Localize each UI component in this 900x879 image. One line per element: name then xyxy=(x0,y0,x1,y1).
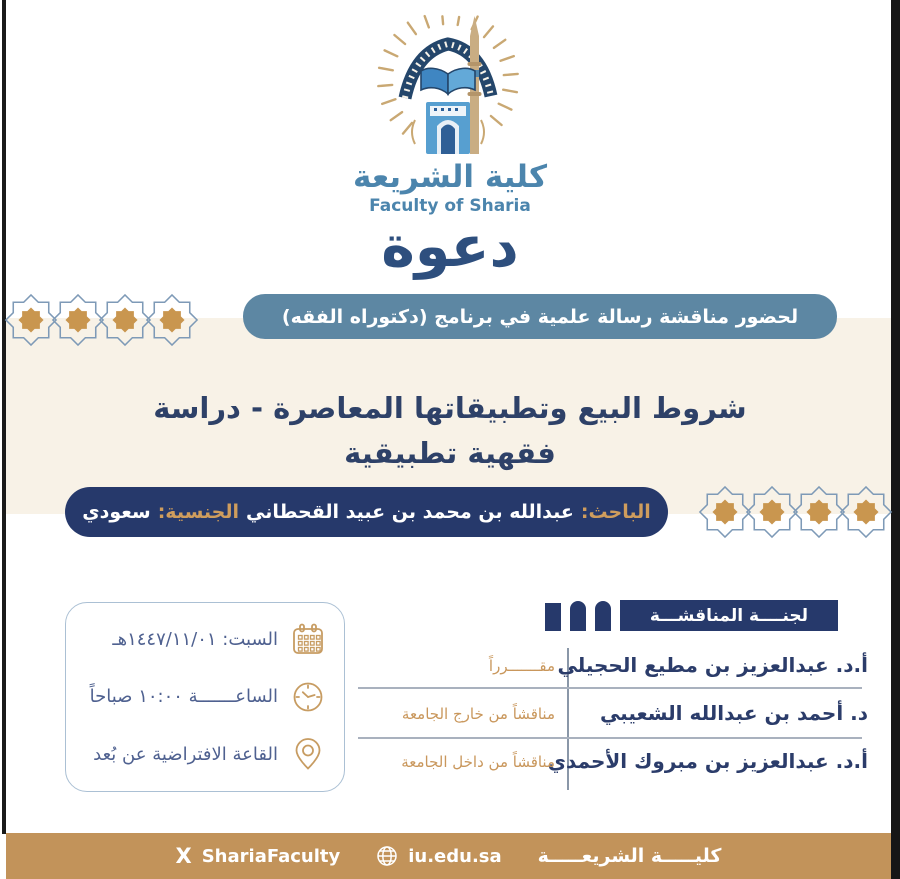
x-twitter-icon: X xyxy=(175,843,192,868)
event-time: الساعـــــــة ١٠:٠٠ صباحاً xyxy=(89,686,278,708)
event-banner-text: لحضور مناقشة رسالة علمية في برنامج (دكتوراه الفقه) xyxy=(281,305,799,328)
star-icon xyxy=(698,485,752,539)
researcher-banner xyxy=(65,487,668,537)
committee-divider-horizontal xyxy=(358,687,862,689)
star-ornament-row-left xyxy=(4,293,199,347)
event-details-box xyxy=(65,602,345,792)
website-url: iu.edu.sa xyxy=(408,845,502,867)
event-banner xyxy=(243,294,837,339)
star-ornament-row-right xyxy=(698,485,893,539)
committee-header xyxy=(620,600,838,631)
invitation-word: دعوة xyxy=(381,214,519,280)
twitter-link[interactable] xyxy=(175,843,341,868)
committee-member-role: مقـــــــرراً xyxy=(488,657,555,675)
thesis-title: شروط البيع وتطبيقاتها المعاصرة - دراسة فقهية تطبيقية xyxy=(153,391,747,470)
event-date: السبت: ١٤٤٧/١١/٠١هـ xyxy=(112,629,278,651)
star-icon xyxy=(145,293,199,347)
star-icon xyxy=(51,293,105,347)
faculty-name-english: Faculty of Sharia xyxy=(369,196,531,216)
committee-header-text: لجنــــة المناقشـــة xyxy=(649,605,809,626)
star-icon xyxy=(98,293,152,347)
committee-divider-horizontal xyxy=(358,737,862,739)
date-row xyxy=(84,622,326,658)
clock-icon xyxy=(290,679,326,715)
arch-ornament-icon xyxy=(570,601,586,631)
star-icon xyxy=(839,485,893,539)
star-icon xyxy=(745,485,799,539)
nationality-label: الجنسية: xyxy=(157,501,240,523)
globe-icon xyxy=(376,845,398,867)
researcher-name: عبدالله بن محمد بن عبيد القحطاني xyxy=(246,501,574,523)
researcher-label: الباحث: xyxy=(580,501,651,523)
footer-faculty-name: كليـــــة الشريعـــــة xyxy=(537,845,722,867)
header-logo-block xyxy=(0,14,900,280)
nationality-value: سعودي xyxy=(82,501,151,523)
arch-ornament-icon xyxy=(545,603,561,631)
location-pin-icon xyxy=(290,736,326,772)
committee-member-role: مناقشاً من داخل الجامعة xyxy=(401,753,555,771)
star-icon xyxy=(4,293,58,347)
time-row xyxy=(84,679,326,715)
arch-ornament-icon xyxy=(595,601,611,631)
faculty-logo-icon xyxy=(375,14,525,157)
event-location: القاعة الافتراضية عن بُعد xyxy=(93,743,278,765)
committee-member-name: أ.د. عبدالعزيز بن مبروك الأحمدي xyxy=(547,749,868,773)
website-link[interactable] xyxy=(376,845,501,867)
star-icon xyxy=(792,485,846,539)
twitter-handle: ShariaFaculty xyxy=(201,845,341,867)
faculty-name-arabic: كلية الشريعة xyxy=(353,159,547,195)
calendar-icon xyxy=(290,622,326,658)
committee-member-role: مناقشاً من خارج الجامعة xyxy=(401,705,555,723)
committee-member-name: أ.د. عبدالعزيز بن مطيع الحجيلي xyxy=(557,653,868,677)
footer-bar xyxy=(6,833,891,879)
location-row xyxy=(84,736,326,772)
committee-member-name: د. أحمد بن عبدالله الشعيبي xyxy=(599,701,868,725)
